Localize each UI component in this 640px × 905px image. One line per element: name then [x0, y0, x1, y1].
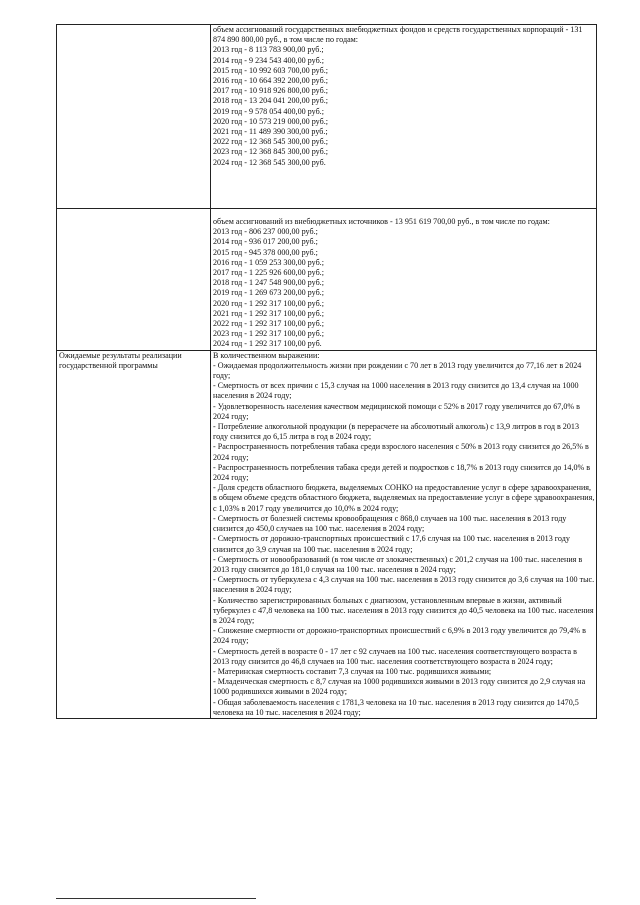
- result-item: - Ожидаемая продолжительность жизни при рождении с 70 лет в 2013 году увеличится до 77,16 лет в 2024 году;: [213, 360, 582, 381]
- year-line: 2019 год - 1 269 673 200,00 руб.;: [213, 288, 324, 298]
- year-line: 2023 год - 1 292 317 100,00 руб.;: [213, 329, 324, 339]
- results-label-cell: [57, 350, 211, 718]
- table-row: [57, 25, 597, 209]
- empty-label-cell: [57, 25, 211, 209]
- result-item: - Доля средств областного бюджета, выделяемых СОНКО на предоставление услуг в сфере здравоохранения, в общем объеме средств областного бюджета, выделяемых на предоставление услуг в сфере здравоохранения, с 1,03% в 2017 году увеличится до 10,0% в 2024 году;: [213, 483, 595, 513]
- result-item: - Удовлетворенность населения качеством медицинской помощи с 52% в 2017 году увеличится до 67,0% в 2024 году;: [213, 401, 580, 421]
- result-item: - Потребление алкогольной продукции (в перерасчете на абсолютный алкоголь) с 13,9 литров в год в 2013 году снизится до 6,15 литра в год в 2024 году;: [213, 422, 579, 442]
- year-line: 2017 год - 1 225 926 600,00 руб.;: [213, 268, 324, 278]
- year-line: 2023 год - 12 368 845 300,00 руб.;: [213, 147, 328, 157]
- year-line: 2020 год - 10 573 219 000,00 руб.;: [213, 116, 328, 126]
- result-item: - Смертность от туберкулеза с 4,3 случая на 100 тыс. населения в 2013 году снизится до 3,6 случая на 100 тыс. населения в 2024 году;: [213, 575, 595, 595]
- year-line: 2015 год - 945 378 000,00 руб.;: [213, 247, 318, 257]
- result-item: - Материнская смертность составит 7,3 случая на 100 тыс. родившихся живыми;: [213, 666, 492, 676]
- result-item: - Распространенность потребления табака среди взрослого населения с 50% в 2013 году снизится до 26,5% в 2024 году;: [213, 442, 589, 462]
- year-line: 2015 год - 10 992 603 700,00 руб.;: [213, 65, 328, 75]
- year-line: 2018 год - 1 247 548 900,00 руб.;: [213, 278, 324, 288]
- year-line: 2021 год - 1 292 317 100,00 руб.;: [213, 308, 324, 318]
- results-label: Ожидаемые результаты реализации государственной программы: [59, 350, 182, 370]
- table-row: [57, 209, 597, 351]
- year-line: 2014 год - 936 017 200,00 руб.;: [213, 237, 318, 247]
- year-line: 2019 год - 9 578 054 400,00 руб.;: [213, 106, 324, 116]
- extrabudget-cell: [211, 209, 597, 351]
- year-line: 2020 год - 1 292 317 100,00 руб.;: [213, 298, 324, 308]
- year-line: 2014 год - 9 234 543 400,00 руб.;: [213, 55, 324, 65]
- year-line: 2024 год - 1 292 317 100,00 руб.: [213, 339, 322, 349]
- result-item: - Смертность от всех причин с 15,3 случая на 1000 населения в 2013 году снизится до 13,4 случая на 1000 населения в 2024 году;: [213, 381, 579, 401]
- extrabudget-heading: объем ассигнований из внебюджетных источников - 13 951 619 700,00 руб., в том числе по годам:: [213, 217, 550, 226]
- year-line: 2018 год - 13 204 041 200,00 руб.;: [213, 96, 328, 106]
- year-line: 2022 год - 12 368 545 300,00 руб.;: [213, 137, 328, 147]
- result-item: - Снижение смертности от дорожно-транспортных происшествий с 6,9% в 2013 году увеличится до 79,4% в 2024 году;: [213, 626, 586, 646]
- result-item: - Младенческая смертность с 8,7 случая на 1000 родившихся живыми в 2013 году снизится до 2,9 случая на 1000 родившихся живыми в 2024 году;: [213, 677, 586, 697]
- results-intro: В количественном выражении:: [213, 350, 320, 360]
- year-line: 2013 год - 8 113 783 900,00 руб.;: [213, 45, 324, 55]
- result-item: - Количество зарегистрированных больных с диагнозом, установленным впервые в жизни, активный туберкулез с 47,8 человека на 100 тыс. населения в 2013 году снизится до 40,5 человека на 100 тыс. населения в 2024 году;: [213, 595, 594, 625]
- table-row: [57, 350, 597, 718]
- funds-cell: [211, 25, 597, 209]
- result-item: - Общая заболеваемость населения с 1781,3 человека на 10 тыс. населения в 2013 году снизится до 1470,5 человека на 10 тыс. населения в 2024 году;: [213, 697, 579, 717]
- year-line: 2024 год - 12 368 545 300,00 руб.: [213, 157, 326, 167]
- program-passport-table: [56, 24, 597, 719]
- result-item: - Смертность от дорожно-транспортных происшествий с 17,6 случая на 100 тыс. населения в 2013 году снизится до 3,9 случая на 100 тыс. населения в 2024 году;: [213, 534, 570, 554]
- empty-label-cell: [57, 209, 211, 351]
- result-item: - Смертность от болезней системы кровообращения с 868,0 случаев на 100 тыс. населения в 2013 году снизится до 450,0 случаев на 100 тыс. населения в 2024 году;: [213, 513, 567, 534]
- year-line: 2021 год - 11 489 390 300,00 руб.;: [213, 127, 328, 137]
- year-line: 2016 год - 10 664 392 200,00 руб.;: [213, 76, 328, 86]
- result-item: - Распространенность потребления табака среди детей и подростков с 18,7% в 2013 году снизится до 14,0% в 2024 году;: [213, 462, 591, 483]
- year-line: 2022 год - 1 292 317 100,00 руб.;: [213, 319, 324, 329]
- funds-heading: объем ассигнований государственных внебюджетных фондов и средств государственных корпораций - 131 874 890 800,00 руб., в том числе по годам:: [213, 25, 583, 45]
- year-line: 2013 год - 806 237 000,00 руб.;: [213, 227, 318, 237]
- footnote-divider: [56, 898, 256, 899]
- result-item: - Смертность от новообразований (в том числе от злокачественных) с 201,2 случая на 100 тыс. населения в 2013 году снизится до 181,0 случая на 100 тыс. населения в 2024 году;: [213, 554, 583, 574]
- year-line: 2017 год - 10 918 926 800,00 руб.;: [213, 86, 328, 96]
- year-line: 2016 год - 1 059 253 300,00 руб.;: [213, 257, 324, 267]
- result-item: - Смертность детей в возрасте 0 - 17 лет с 92 случаев на 100 тыс. населения соответствующего возраста в 2013 году снизится до 46,8 случаев на 100 тыс. населения соответствующего возраста в 2024 году;: [213, 646, 577, 666]
- results-cell: [211, 350, 597, 718]
